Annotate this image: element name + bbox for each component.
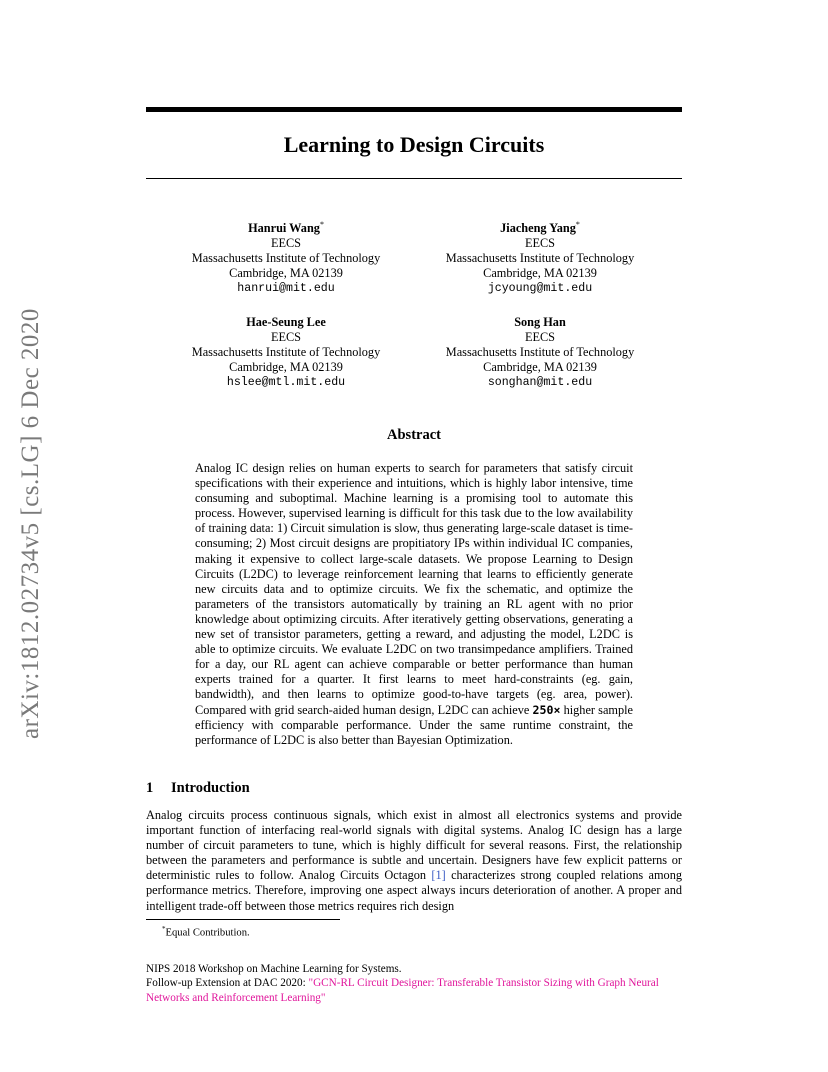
author-institution: Massachusetts Institute of Technology: [191, 251, 381, 266]
author-department: EECS: [524, 330, 556, 344]
author-email: jcyoung@mit.edu: [487, 282, 593, 296]
author-institution: Massachusetts Institute of Technology: [445, 345, 635, 359]
author-block: [166, 217, 406, 296]
author-name: Jiacheng Yang*: [500, 220, 580, 236]
author-location: Cambridge, MA 02139: [483, 266, 597, 281]
follow-up-line: Follow-up Extension at DAC 2020: "GCN-RL Circuit Designer: Transferable Transistor Sizing with Graph Neural Networks and Reinforcement Learning": [146, 977, 659, 1004]
title-bottom-rule: [146, 178, 682, 179]
equal-contribution-mark: *: [575, 220, 580, 229]
equal-contribution-mark: *: [319, 220, 324, 229]
footnote-rule: [146, 919, 340, 920]
author-name: Hae-Seung Lee: [246, 315, 326, 329]
arxiv-identifier: arXiv:1812.02734v5 [cs.LG] 6 Dec 2020: [17, 308, 44, 740]
follow-up-paper-link[interactable]: "GCN-RL Circuit Designer: Transferable Transistor Sizing with Graph Neural Networks and Reinforcement Learning": [146, 977, 659, 1004]
author-institution: Massachusetts Institute of Technology: [445, 251, 635, 266]
author-department: EECS: [524, 236, 556, 251]
author-institution: Massachusetts Institute of Technology: [191, 345, 381, 359]
author-name: Song Han: [514, 315, 566, 329]
author-email: hanrui@mit.edu: [237, 282, 335, 296]
section-number: 1: [146, 780, 154, 796]
paper-title: Learning to Design Circuits: [283, 132, 545, 157]
venue-note: [146, 962, 686, 1005]
section-title: Introduction: [171, 780, 250, 796]
footnote: *Equal Contribution.: [162, 925, 250, 939]
author-block: [420, 315, 660, 390]
section-heading: [146, 779, 250, 797]
citation-link[interactable]: [1]: [431, 868, 446, 883]
author-location: Cambridge, MA 02139: [229, 266, 343, 281]
author-department: EECS: [270, 236, 302, 251]
author-block: [166, 315, 406, 390]
author-email: hslee@mtl.mit.edu: [226, 376, 346, 389]
author-location: Cambridge, MA 02139: [483, 360, 597, 374]
author-department: EECS: [270, 330, 302, 344]
abstract-text: Analog IC design relies on human experts to search for parameters that satisfy circuit specifications with their experience and intuitions, which is highly labor intensive, time consuming and suboptimal. Machine learning is a promising tool to automate this process. However, supervised learning is difficult for this task due to the low availability of training data: 1) Circuit simulation is slow, thus generating large-scale dataset is time-consuming; 2) Most circuit designs are propitiatory IPs within individual IC companies, making it expensive to collect large-scale datasets. We propose Learning to Design Circuits (L2DC) to leverage reinforcement learning that learns to efficiently generate new circuits data and to optimize circuits. We fix the schematic, and optimize the parameters of the transistors automatically by training an RL agent with no prior knowledge about optimizing circuits. After iteratively getting observations, generating a new set of transistor parameters, getting a reward, and adjusting the model, L2DC is able to optimize circuits. We evaluate L2DC on two transimpedance amplifiers. Trained for a day, our RL agent can achieve comparable or better performance than human experts trained for a quarter. It first learns to meet hard-constraints (eg. gain, bandwidth), and then learns to optimize good-to-have targets (eg. area, power). Compared with grid search-aided human design, L2DC can achieve 250× higher sample efficiency with comparable performance. Under the same runtime constraint, the performance of L2DC is also better than Bayesian Optimization.: [195, 461, 634, 747]
introduction-text: Analog circuits process continuous signals, which exist in almost all electronics systems and provide important function of interfacing real-world signals with digital systems. Analog IC design has a large number of circuit parameters to tune, which is highly difficult for several reasons. First, the relationship between the parameters and performance is subtle and uncertain. Designers have few explicit patterns or deterministic rules to follow. Analog Circuits Octagon [1] characterizes strong coupled relations among performance metrics. Therefore, improving one aspect always incurs deterioration of another. A proper and intelligent trade-off between those metrics requires rich design: [146, 808, 682, 913]
venue-line: NIPS 2018 Workshop on Machine Learning for Systems.: [146, 963, 402, 975]
author-name: Hanrui Wang*: [248, 220, 324, 236]
author-location: Cambridge, MA 02139: [229, 360, 343, 374]
footnote-mark: *: [162, 925, 166, 933]
title-top-rule: [146, 107, 682, 112]
author-block: [420, 217, 660, 296]
author-email: songhan@mit.edu: [487, 376, 593, 389]
abstract-heading: Abstract: [387, 427, 441, 443]
sample-efficiency-value: 250×: [532, 702, 561, 717]
